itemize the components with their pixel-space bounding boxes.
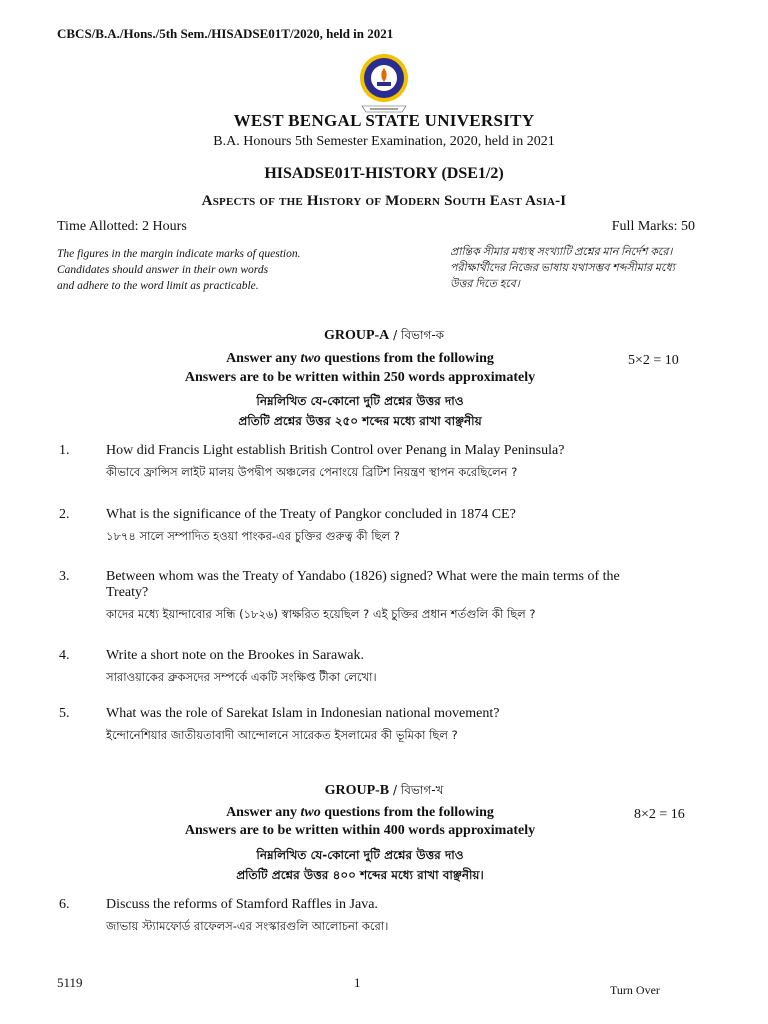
instruction-line: The figures in the margin indicate marks of question.: [57, 248, 301, 260]
question-text: Between whom was the Treaty of Yandabo (1826) signed? What were the main terms of the Treaty?: [106, 569, 620, 600]
question-text-bn: ইন্দোনেশিয়ার জাতীয়তাবাদী আন্দোলনে সারেকত ইসলামের কী ভূমিকা ছিল ?: [106, 728, 458, 742]
question-text-bn: কাদের মধ্যে ইয়ান্দাবোর সন্ধি (১৮২৬) স্বাক্ষরিত হয়েছিল ? এই চুক্তির প্রধান শর্তগুলি কী ছিল ?: [106, 607, 536, 621]
group-b-instruction-bn: নিম্নলিখিত যে-কোনো দুটি প্রশ্নের উত্তর দাও: [256, 848, 464, 862]
question-number: 6.: [59, 897, 70, 912]
group-a-word-limit-bn: প্রতিটি প্রশ্নের উত্তর ২৫০ শব্দের মধ্যে রাখা বাঞ্ছনীয়: [238, 414, 482, 428]
group-a-word-limit: Answers are to be written within 250 words approximately: [184, 370, 536, 385]
question-text-bn: ১৮৭৪ সালে সম্পাদিত হওয়া পাংকর-এর চুক্তির গুরুত্ব কী ছিল ?: [106, 529, 400, 543]
group-b-word-limit: Answers are to be written within 400 words approximately: [184, 823, 536, 838]
question-text: What was the role of Sarekat Islam in Indonesian national movement?: [106, 706, 500, 721]
question-number: 5.: [59, 706, 70, 721]
exam-name: B.A. Honours 5th Semester Examination, 2020, held in 2021: [213, 134, 555, 149]
group-b-word-limit-bn: প্রতিটি প্রশ্নের উত্তর ৪০০ শব্দের মধ্যে রাখা বাঞ্ছনীয়।: [236, 868, 484, 882]
question-text: Discuss the reforms of Stamford Raffles in Java.: [106, 897, 378, 912]
question-text: Write a short note on the Brookes in Sarawak.: [106, 648, 364, 663]
instruction-line: প্রান্তিক সীমার মধ্যস্থ সংখ্যাটি প্রশ্নের মান নির্দেশ করে।: [450, 246, 673, 258]
question-text-bn: জাভায় স্ট্যামফোর্ড রাফেলস-এর সংস্কারগুলি আলোচনা করো।: [106, 919, 389, 933]
group-a-instruction: Answer any two questions from the following: [226, 351, 494, 366]
instruction-line: Candidates should answer in their own words: [57, 264, 269, 276]
footer-code: 5119: [57, 975, 83, 990]
instruction-line: পরীক্ষার্থীদের নিজের ভাষায় যথাসম্ভব শব্দসীমার মধ্যে: [450, 262, 675, 274]
instructions-bengali: [450, 244, 710, 292]
question-number: 2.: [59, 507, 70, 522]
question-number: 3.: [59, 569, 70, 584]
group-b-marks: 8×2 = 16: [634, 807, 685, 822]
question-text: How did Francis Light establish British Control over Penang in Malay Peninsula?: [106, 443, 565, 458]
page-number: 1: [354, 975, 361, 990]
question-text-bn: কীভাবে ফ্রান্সিস লাইট মালয় উপদ্বীপ অঞ্চলের পেনাংয়ে ব্রিটিশ নিয়ন্ত্রণ স্থাপন করেছিলেন ?: [106, 465, 518, 479]
university-name: WEST BENGAL STATE UNIVERSITY: [233, 111, 535, 130]
subject-title: Aspects of the History of Modern South East Asia-I: [201, 193, 567, 209]
paper-code-header: CBCS/B.A./Hons./5th Sem./HISADSE01T/2020, held in 2021: [57, 26, 394, 41]
group-a-instruction-bn: নিম্নলিখিত যে-কোনো দুটি প্রশ্নের উত্তর দাও: [256, 394, 464, 408]
full-marks: Full Marks: 50: [611, 219, 695, 234]
group-b-instruction: Answer any two questions from the following: [226, 805, 494, 820]
instructions-english: [57, 246, 301, 294]
group-a-marks: 5×2 = 10: [628, 353, 679, 368]
instruction-line: উত্তর দিতে হবে।: [450, 278, 520, 290]
question-number: 4.: [59, 648, 70, 663]
instruction-line: and adhere to the word limit as practicable.: [57, 280, 259, 292]
question-number: 1.: [59, 443, 70, 458]
group-b-title: GROUP-B / বিভাগ-খ: [324, 783, 444, 798]
university-seal-icon: [344, 52, 424, 114]
group-a-title: GROUP-A / বিভাগ-ক: [323, 328, 445, 343]
question-text-bn: সারাওয়াকের ব্রুকসদের সম্পর্কে একটি সংক্ষিপ্ত টীকা লেখো।: [106, 670, 377, 684]
time-allotted: Time Allotted: 2 Hours: [57, 219, 187, 234]
question-text: What is the significance of the Treaty of Pangkor concluded in 1874 CE?: [106, 507, 516, 522]
turn-over-note: Turn Over: [610, 983, 660, 997]
paper-title: HISADSE01T-HISTORY (DSE1/2): [264, 165, 504, 182]
